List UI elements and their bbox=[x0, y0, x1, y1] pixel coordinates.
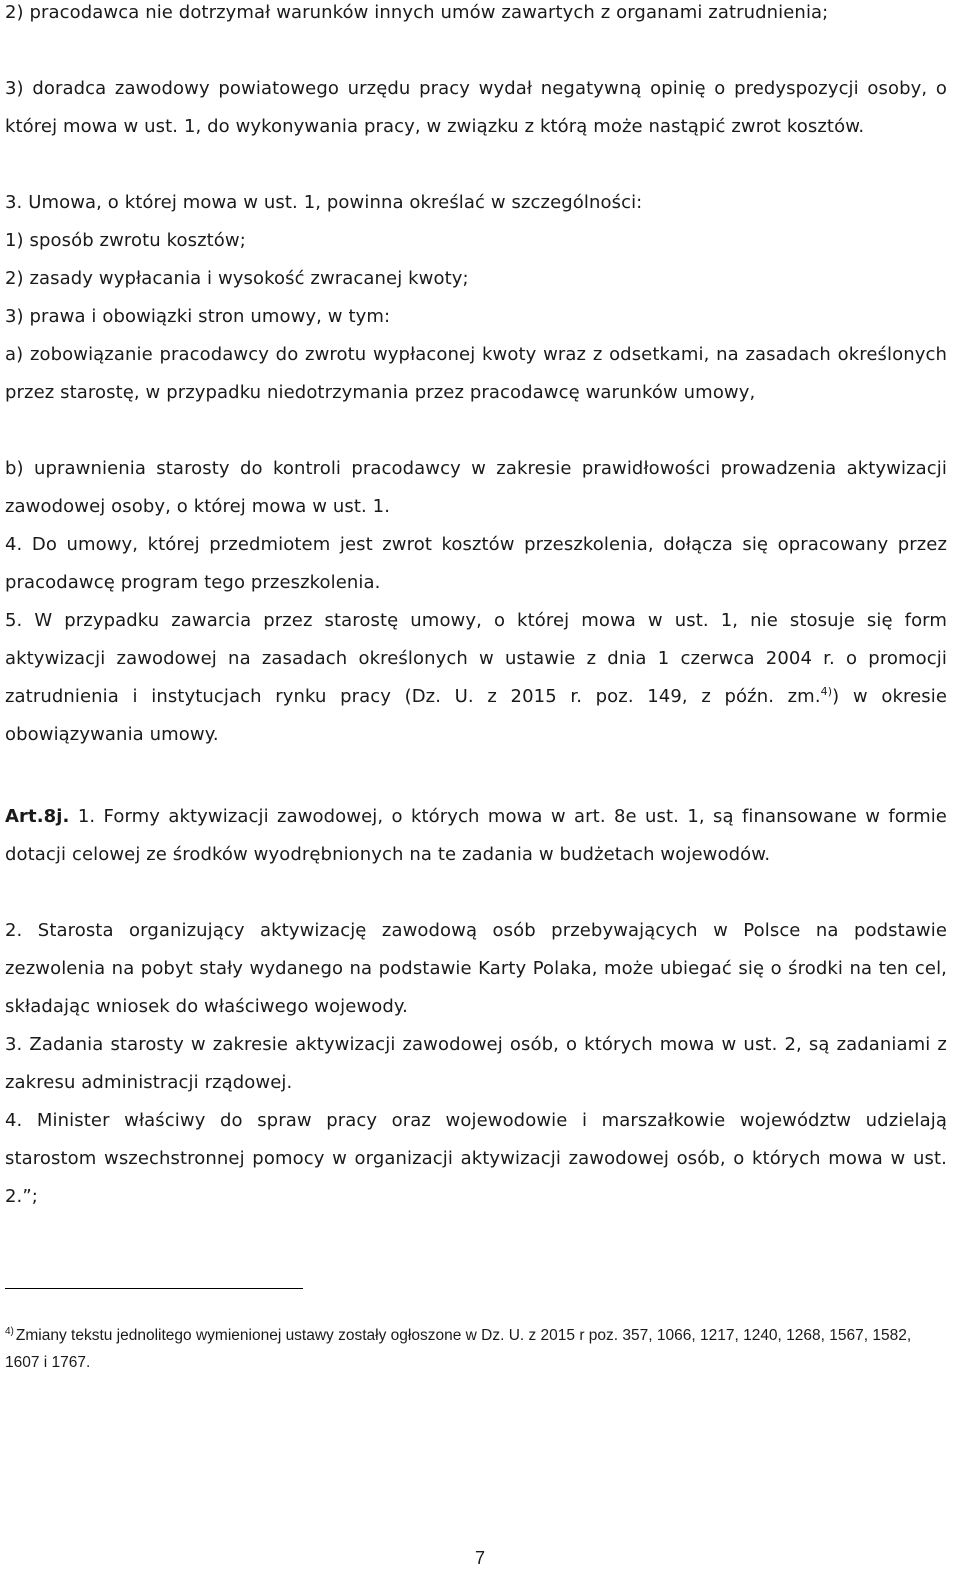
paragraph-point-2: 2) zasady wypłacania i wysokość zwracanej kwoty; bbox=[5, 268, 469, 289]
paragraph-section-3: 3. Umowa, o której mowa w ust. 1, powinna określać w szczególności: bbox=[5, 192, 643, 213]
paragraph-item-2: 2) pracodawca nie dotrzymał warunków innych umów zawartych z organami zatrudnienia; bbox=[5, 2, 829, 23]
article-8j-paragraph-1-text: 1. Formy aktywizacji zawodowej, o których mowa w art. 8e ust. 1, są finansowane w formie dotacji celowej ze środków wyodrębnionych na te zadania w budżetach wojewodów. bbox=[5, 806, 947, 865]
paragraph-point-1: 1) sposób zwrotu kosztów; bbox=[5, 230, 246, 251]
paragraph-letter-a: a) zobowiązanie pracodawcy do zwrotu wypłaconej kwoty wraz z odsetkami, na zasadach określonych przez starostę, w przypadku niedotrzymania przez pracodawcę warunków umowy, bbox=[5, 344, 947, 403]
footnote bbox=[5, 1322, 920, 1376]
footnote-reference[interactable]: 4) bbox=[820, 685, 833, 698]
paragraph-letter-b: b) uprawnienia starosty do kontroli pracodawcy w zakresie prawidłowości prowadzenia aktywizacji zawodowej osoby, o której mowa w ust. 1. bbox=[5, 458, 947, 517]
paragraph-section-5-tail: ) w okresie obowiązywania umowy. bbox=[5, 686, 947, 745]
article-8j-paragraph-4: 4. Minister właściwy do spraw pracy oraz wojewodowie i marszałkowie województw udzielają starostom wszechstronnej pomocy w organizacji aktywizacji zawodowej osób, o których mowa w ust. 2.”; bbox=[5, 1110, 947, 1207]
footnote-separator bbox=[5, 1288, 303, 1289]
article-8j-paragraph-2: 2. Starosta organizujący aktywizację zawodową osób przebywających w Polsce na podstawie zezwolenia na pobyt stały wydanego na podstawie Karty Polaka, może ubiegać się o środki na ten cel, składając wniosek do właściwego wojewody. bbox=[5, 920, 947, 1017]
paragraph-section-5 bbox=[5, 602, 947, 745]
paragraph-section-5-text: 5. W przypadku zawarcia przez starostę umowy, o której mowa w ust. 1, nie stosuje się form aktywizacji zawodowej na zasadach określonych w ustawie z dnia 1 czerwca 2004 r. o promocji zatrudnienia i instytucjach rynku pracy (Dz. U. z 2015 r. poz. 149, z późn. zm. bbox=[5, 610, 947, 707]
article-label: Art.8j. bbox=[5, 806, 70, 827]
page-number: 7 bbox=[474, 1548, 485, 1568]
paragraph-section-4: 4. Do umowy, której przedmiotem jest zwrot kosztów przeszkolenia, dołącza się opracowany przez pracodawcę program tego przeszkolenia. bbox=[5, 534, 947, 593]
paragraph-item-3: 3) doradca zawodowy powiatowego urzędu pracy wydał negatywną opinię o predyspozycji osoby, o której mowa w ust. 1, do wykonywania pracy, w związku z którą może nastąpić zwrot kosztów. bbox=[5, 78, 947, 137]
article-8j-paragraph-3: 3. Zadania starosty w zakresie aktywizacji zawodowej osób, o których mowa w ust. 2, są zadaniami z zakresu administracji rządowej. bbox=[5, 1034, 947, 1093]
footnote-text: Zmiany tekstu jednolitego wymienionej ustawy zostały ogłoszone w Dz. U. z 2015 r poz. 357, 1066, 1217, 1240, 1268, 1567, 1582, 1607 i 1767. bbox=[5, 1327, 912, 1371]
paragraph-point-3: 3) prawa i obowiązki stron umowy, w tym: bbox=[5, 306, 391, 327]
footnote-marker: 4) bbox=[5, 1325, 14, 1337]
article-8j-paragraph-1 bbox=[5, 798, 947, 912]
